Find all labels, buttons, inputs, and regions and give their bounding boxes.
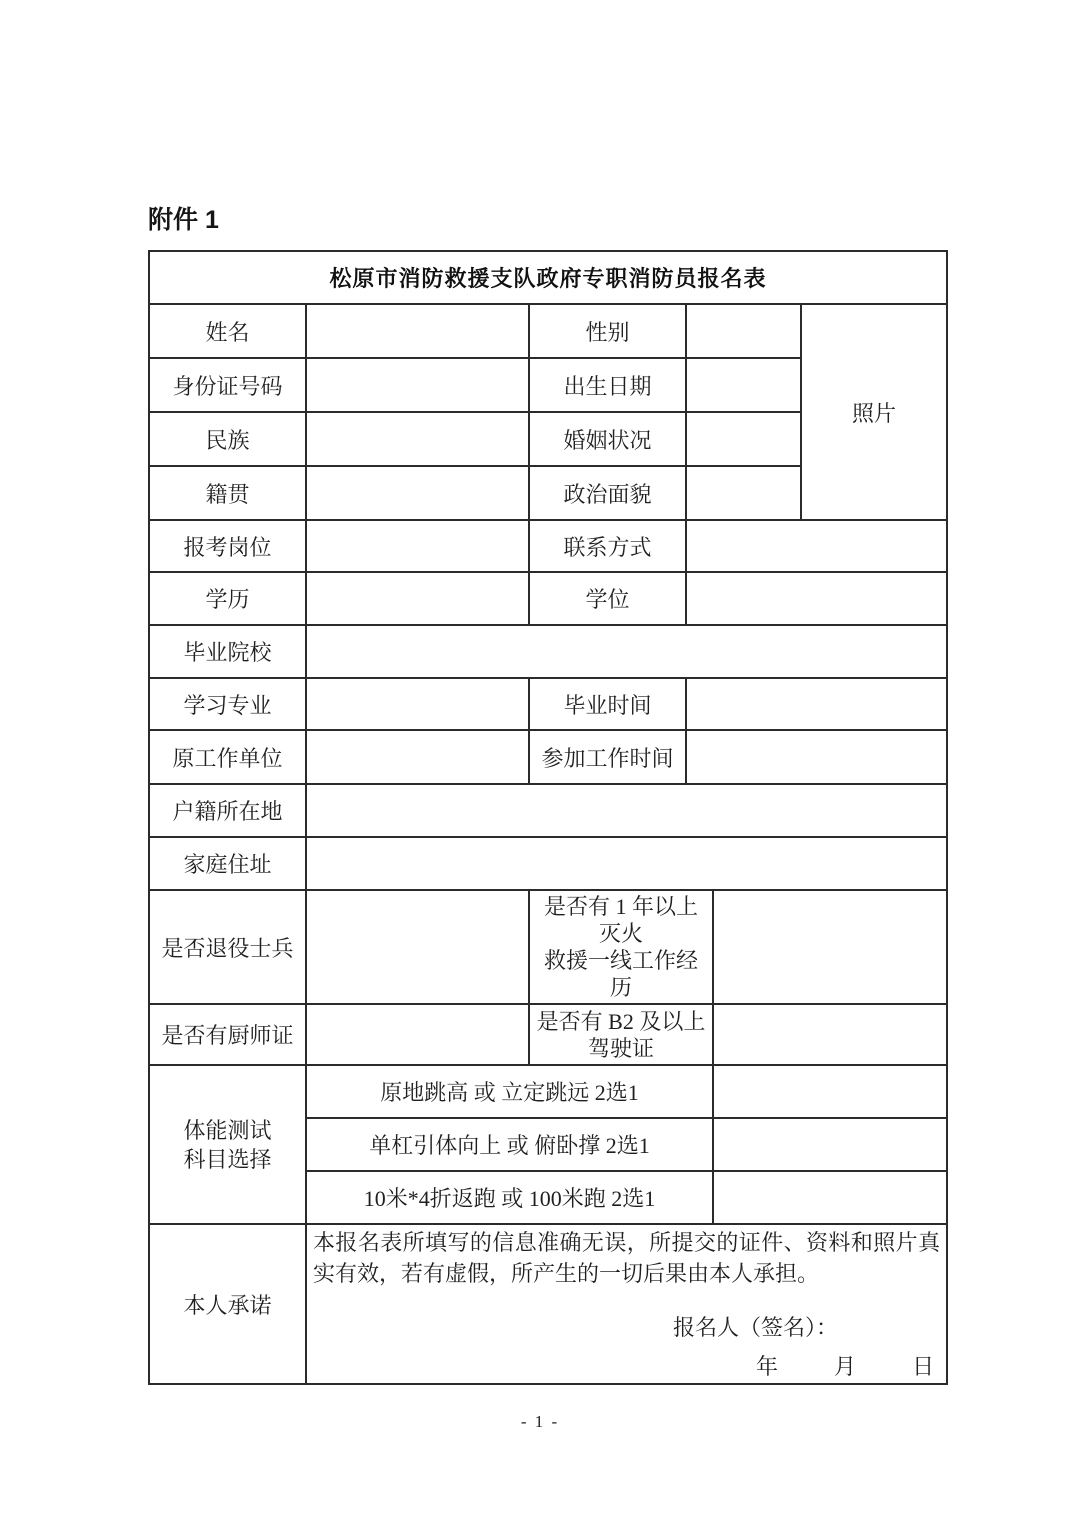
id-number-input-cell[interactable] xyxy=(306,358,529,412)
household-registration-label: 户籍所在地 xyxy=(149,784,306,837)
attachment-heading: 附件 1 xyxy=(148,206,219,234)
commitment-label: 本人承诺 xyxy=(149,1224,306,1384)
name-label: 姓名 xyxy=(149,304,306,358)
native-place-input-cell[interactable] xyxy=(306,466,529,520)
fitness-option-2-label: 单杠引体向上 或 俯卧撑 2选1 xyxy=(306,1118,713,1171)
native-place-label: 籍贯 xyxy=(149,466,306,520)
gender-label: 性别 xyxy=(529,304,686,358)
signature-label: 报名人（签名）： xyxy=(673,1315,839,1340)
fitness-option-3-input-cell[interactable] xyxy=(713,1171,947,1224)
applied-position-input-cell[interactable] xyxy=(306,520,529,572)
fitness-option-3-label: 10米*4折返跑 或 100米跑 2选1 xyxy=(306,1171,713,1224)
fitness-test-label: 体能测试 科目选择 xyxy=(149,1065,306,1224)
page-number: - 1 - xyxy=(520,1412,560,1431)
fitness-option-1-label: 原地跳高 或 立定跳远 2选1 xyxy=(306,1065,713,1118)
home-address-input-cell[interactable] xyxy=(306,837,947,890)
is-veteran-label: 是否退役士兵 xyxy=(149,890,306,1004)
work-start-date-input-cell[interactable] xyxy=(686,730,947,784)
previous-employer-input-cell[interactable] xyxy=(306,730,529,784)
is-veteran-input-cell[interactable] xyxy=(306,890,529,1004)
ethnicity-input-cell[interactable] xyxy=(306,412,529,466)
id-number-label: 身份证号码 xyxy=(149,358,306,412)
fitness-option-1-input-cell[interactable] xyxy=(713,1065,947,1118)
marital-status-input-cell[interactable] xyxy=(686,412,801,466)
contact-info-label: 联系方式 xyxy=(529,520,686,572)
photo-box: 照片 xyxy=(801,304,947,520)
date-day-label: 日 xyxy=(912,1354,935,1379)
b2-license-input-cell[interactable] xyxy=(713,1004,947,1065)
name-input-cell[interactable] xyxy=(306,304,529,358)
graduation-date-input-cell[interactable] xyxy=(686,678,947,730)
commitment-statement: 本报名表所填写的信息准确无误，所提交的证件、资料和照片真实有效，若有虚假，所产生的一切后果由本人承担。 xyxy=(313,1230,941,1286)
household-registration-input-cell[interactable] xyxy=(306,784,947,837)
marital-status-label: 婚姻状况 xyxy=(529,412,686,466)
contact-info-input-cell[interactable] xyxy=(686,520,947,572)
commitment-content-cell xyxy=(306,1224,947,1384)
ethnicity-label: 民族 xyxy=(149,412,306,466)
fire-rescue-experience-label: 是否有 1 年以上灭火 救援一线工作经历 xyxy=(529,890,713,1004)
education-label: 学历 xyxy=(149,572,306,625)
registration-form-table xyxy=(148,250,948,1385)
work-start-date-label: 参加工作时间 xyxy=(529,730,686,784)
graduation-school-label: 毕业院校 xyxy=(149,625,306,678)
degree-input-cell[interactable] xyxy=(686,572,947,625)
fitness-option-2-input-cell[interactable] xyxy=(713,1118,947,1171)
date-year-label: 年 xyxy=(756,1354,779,1379)
document-content xyxy=(148,200,948,1385)
graduation-school-input-cell[interactable] xyxy=(306,625,947,678)
political-status-input-cell[interactable] xyxy=(686,466,801,520)
applied-position-label: 报考岗位 xyxy=(149,520,306,572)
major-label: 学习专业 xyxy=(149,678,306,730)
b2-license-label: 是否有 B2 及以上 驾驶证 xyxy=(529,1004,713,1065)
chef-certificate-label: 是否有厨师证 xyxy=(149,1004,306,1065)
education-input-cell[interactable] xyxy=(306,572,529,625)
graduation-date-label: 毕业时间 xyxy=(529,678,686,730)
birth-date-input-cell[interactable] xyxy=(686,358,801,412)
previous-employer-label: 原工作单位 xyxy=(149,730,306,784)
fire-rescue-experience-input-cell[interactable] xyxy=(713,890,947,1004)
home-address-label: 家庭住址 xyxy=(149,837,306,890)
major-input-cell[interactable] xyxy=(306,678,529,730)
political-status-label: 政治面貌 xyxy=(529,466,686,520)
date-month-label: 月 xyxy=(834,1354,857,1379)
gender-input-cell[interactable] xyxy=(686,304,801,358)
form-title: 松原市消防救援支队政府专职消防员报名表 xyxy=(149,251,947,304)
signature-line[interactable] xyxy=(571,1311,940,1342)
date-line xyxy=(313,1350,940,1381)
birth-date-label: 出生日期 xyxy=(529,358,686,412)
chef-certificate-input-cell[interactable] xyxy=(306,1004,529,1065)
degree-label: 学位 xyxy=(529,572,686,625)
